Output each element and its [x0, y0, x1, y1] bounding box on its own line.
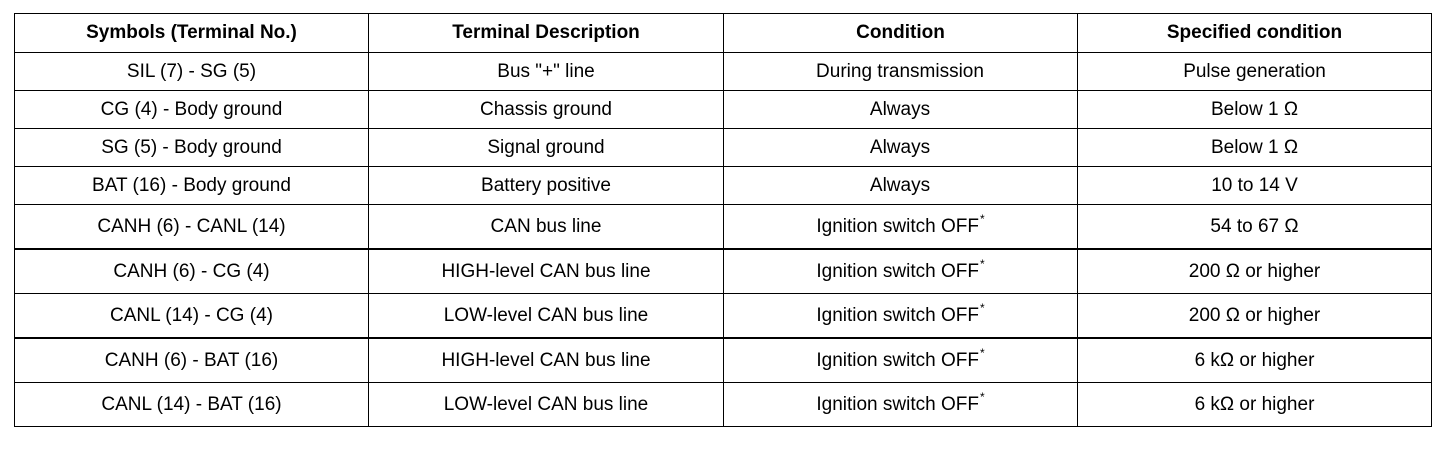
cell-specified: Below 1 Ω — [1078, 91, 1432, 129]
condition-text: Always — [869, 98, 931, 120]
cell-description: CAN bus line — [369, 205, 724, 250]
cell-specified: 6 kΩ or higher — [1078, 383, 1432, 427]
cell-description: LOW-level CAN bus line — [369, 294, 724, 339]
cell-symbols: CANH (6) - CANL (14) — [15, 205, 369, 250]
cell-description: Battery positive — [369, 167, 724, 205]
cell-condition — [724, 338, 1078, 383]
cell-condition — [724, 53, 1078, 91]
condition-text: Ignition switch OFF — [816, 215, 979, 237]
table-row — [15, 167, 1432, 205]
header-terminal-description: Terminal Description — [369, 14, 724, 53]
cell-symbols: CANL (14) - CG (4) — [15, 294, 369, 339]
cell-specified: 200 Ω or higher — [1078, 294, 1432, 339]
table-row — [15, 53, 1432, 91]
cell-description: Chassis ground — [369, 91, 724, 129]
cell-symbols: SG (5) - Body ground — [15, 129, 369, 167]
cell-specified: 200 Ω or higher — [1078, 249, 1432, 294]
cell-specified: Below 1 Ω — [1078, 129, 1432, 167]
cell-specified: 54 to 67 Ω — [1078, 205, 1432, 250]
condition-text: Ignition switch OFF — [816, 349, 979, 371]
terminal-spec-table — [14, 13, 1432, 427]
cell-condition — [724, 129, 1078, 167]
table-row — [15, 205, 1432, 250]
condition-text: Ignition switch OFF — [816, 260, 979, 282]
table-row — [15, 249, 1432, 294]
table-row — [15, 383, 1432, 427]
table-row — [15, 294, 1432, 339]
cell-symbols: SIL (7) - SG (5) — [15, 53, 369, 91]
table-header-row — [15, 14, 1432, 53]
cell-condition — [724, 205, 1078, 250]
cell-symbols: CANL (14) - BAT (16) — [15, 383, 369, 427]
cell-symbols: CG (4) - Body ground — [15, 91, 369, 129]
condition-text: Ignition switch OFF — [816, 304, 979, 326]
table-row — [15, 338, 1432, 383]
header-symbols: Symbols (Terminal No.) — [15, 14, 369, 53]
cell-specified: 10 to 14 V — [1078, 167, 1432, 205]
cell-specified: 6 kΩ or higher — [1078, 338, 1432, 383]
condition-text: Always — [869, 174, 931, 196]
header-specified-condition: Specified condition — [1078, 14, 1432, 53]
cell-description: Signal ground — [369, 129, 724, 167]
cell-condition — [724, 294, 1078, 339]
cell-description: Bus "+" line — [369, 53, 724, 91]
condition-footnote-mark: * — [979, 211, 985, 226]
table-row — [15, 91, 1432, 129]
cell-description: LOW-level CAN bus line — [369, 383, 724, 427]
condition-footnote-mark: * — [979, 300, 985, 315]
cell-specified: Pulse generation — [1078, 53, 1432, 91]
cell-condition — [724, 249, 1078, 294]
condition-text: Always — [869, 136, 931, 158]
condition-text: Ignition switch OFF — [816, 393, 979, 415]
cell-symbols: CANH (6) - CG (4) — [15, 249, 369, 294]
table-row — [15, 129, 1432, 167]
cell-description: HIGH-level CAN bus line — [369, 338, 724, 383]
condition-footnote-mark: * — [979, 389, 985, 404]
cell-symbols: BAT (16) - Body ground — [15, 167, 369, 205]
cell-condition — [724, 383, 1078, 427]
cell-symbols: CANH (6) - BAT (16) — [15, 338, 369, 383]
header-condition: Condition — [724, 14, 1078, 53]
condition-text: During transmission — [816, 60, 984, 82]
condition-footnote-mark: * — [979, 256, 985, 271]
cell-condition — [724, 167, 1078, 205]
condition-footnote-mark: * — [979, 345, 985, 360]
cell-condition — [724, 91, 1078, 129]
cell-description: HIGH-level CAN bus line — [369, 249, 724, 294]
